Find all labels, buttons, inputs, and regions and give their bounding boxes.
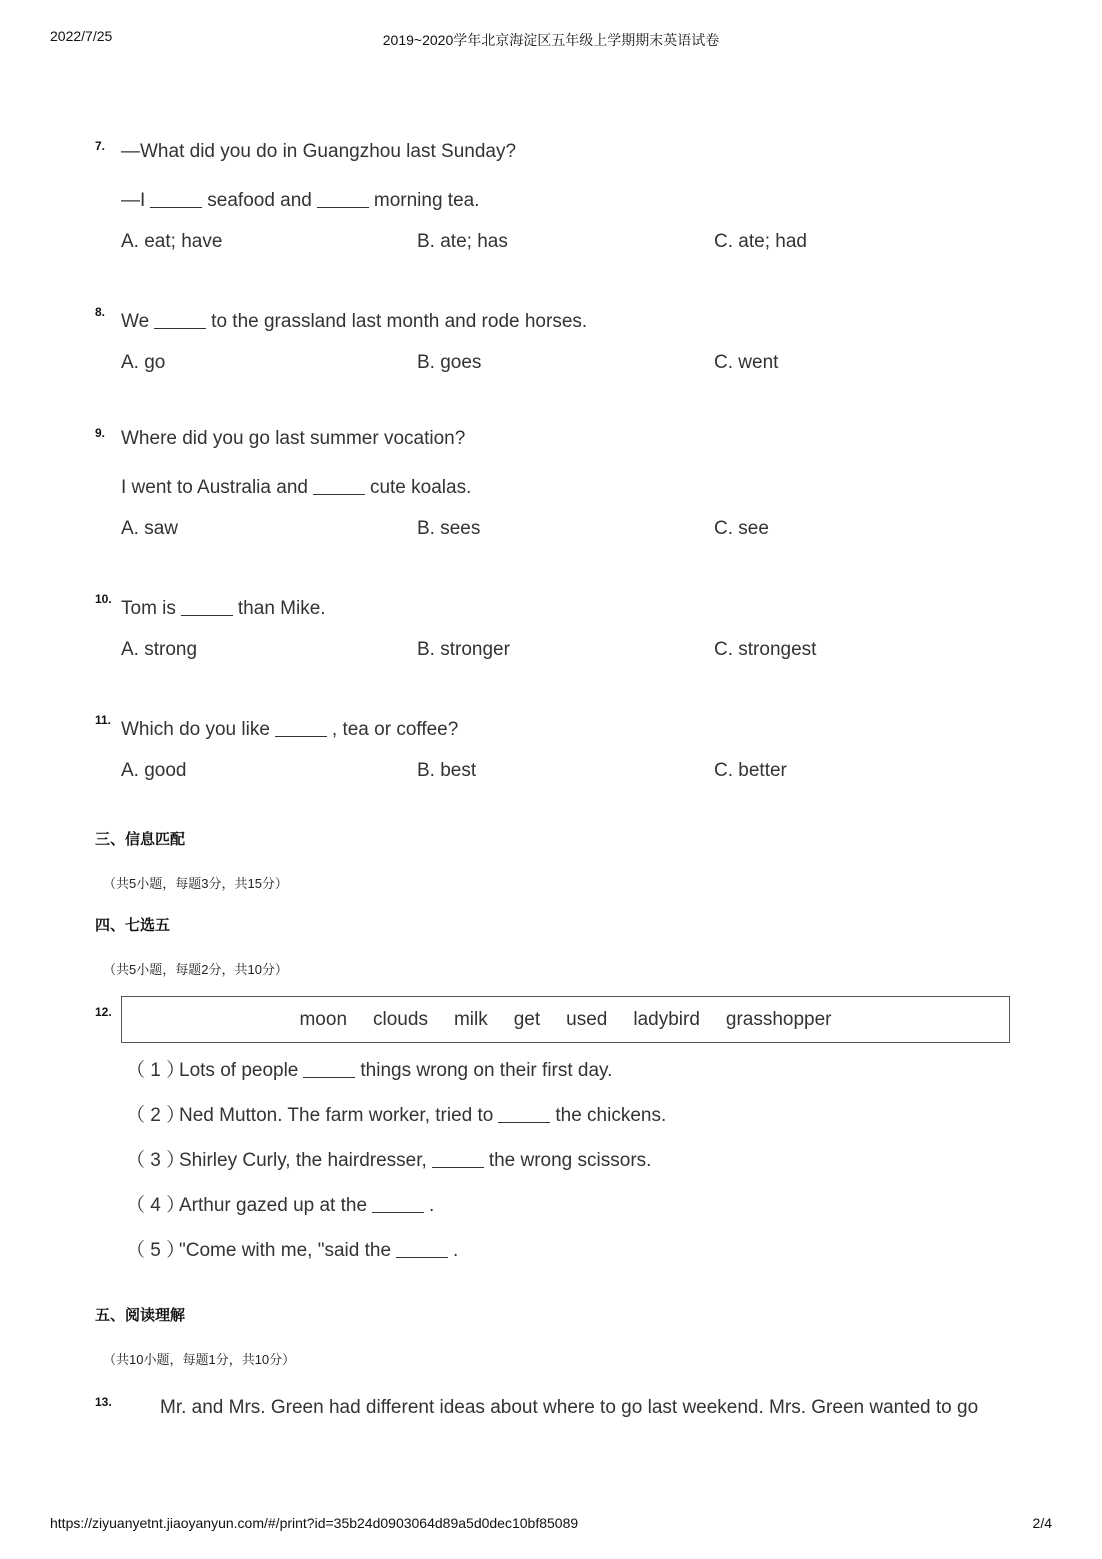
option-c[interactable]: C. better [714, 760, 787, 781]
section-note: （共10小题，每题1分，共10分） [103, 1352, 296, 1367]
question-number: 9. [95, 426, 106, 440]
footer-url: https://ziyuanyetnt.jiaoyanyun.com/#/print?id=35b24d0903064d89a5d0dec10bf85089 [50, 1515, 579, 1531]
option-b[interactable]: B. stronger [417, 639, 510, 660]
section-note: （共5小题，每题2分，共10分） [103, 962, 288, 977]
reading-passage: Mr. and Mrs. Green had different ideas about where to go last weekend. Mrs. Green wanted to go [160, 1397, 979, 1418]
option-b[interactable]: B. sees [417, 518, 481, 539]
option-c[interactable]: C. see [714, 518, 769, 539]
option-b[interactable]: B. ate; has [417, 231, 508, 252]
answer-blank[interactable] [154, 309, 206, 329]
option-a[interactable]: A. go [121, 352, 166, 373]
option-a[interactable]: A. strong [121, 639, 198, 660]
header-date: 2022/7/25 [50, 28, 113, 44]
option-a[interactable]: A. eat; have [121, 231, 223, 252]
answer-blank[interactable] [498, 1103, 550, 1123]
option-c[interactable]: C. went [714, 352, 779, 373]
option-b[interactable]: B. goes [417, 352, 482, 373]
question-text: Which do you like , tea or coffee? [121, 719, 459, 740]
word-bank-item: milk [453, 1008, 488, 1030]
section-title: 四、七选五 [95, 917, 171, 934]
answer-blank[interactable] [317, 188, 369, 208]
option-a[interactable]: A. saw [121, 518, 179, 539]
question-number: 8. [95, 305, 106, 319]
fill-sentence-3: （ 3 ）Shirley Curly, the hairdresser, the wrong scissors. [126, 1150, 652, 1171]
word-bank [121, 996, 1010, 1043]
section-note: （共5小题，每题3分，共15分） [103, 876, 288, 891]
option-c[interactable]: C. strongest [714, 639, 817, 660]
question-number: 7. [95, 139, 106, 153]
word-bank-item: get [513, 1008, 541, 1030]
question-text: Tom is than Mike. [121, 598, 326, 619]
question-text: Where did you go last summer vocation? [121, 428, 466, 449]
section-title: 五、阅读理解 [95, 1307, 186, 1324]
question-number: 13. [95, 1395, 112, 1409]
option-b[interactable]: B. best [417, 760, 477, 781]
answer-blank[interactable] [303, 1058, 355, 1078]
header-title: 2019~2020学年北京海淀区五年级上学期期末英语试卷 [382, 32, 720, 48]
word-bank-item: ladybird [633, 1008, 700, 1030]
fill-sentence-1: （ 1 ）Lots of people things wrong on their first day. [126, 1060, 613, 1081]
answer-blank[interactable] [275, 717, 327, 737]
fill-sentence-5: （ 5 ）"Come with me, "said the . [126, 1240, 459, 1261]
answer-blank[interactable] [432, 1148, 484, 1168]
answer-blank[interactable] [150, 188, 202, 208]
question-number: 11. [95, 713, 112, 727]
question-text: —What did you do in Guangzhou last Sunday? [121, 141, 517, 162]
option-a[interactable]: A. good [121, 760, 187, 781]
question-number: 10. [95, 592, 112, 606]
word-bank-item: clouds [373, 1008, 428, 1030]
fill-sentence-2: （ 2 ）Ned Mutton. The farm worker, tried to the chickens. [126, 1105, 667, 1126]
word-bank-item: grasshopper [725, 1008, 832, 1030]
section-title: 三、信息匹配 [95, 831, 186, 848]
answer-blank[interactable] [396, 1238, 448, 1258]
word-bank-item: used [566, 1008, 608, 1030]
fill-sentence-4: （ 4 ）Arthur gazed up at the . [126, 1195, 435, 1216]
option-c[interactable]: C. ate; had [714, 231, 807, 252]
question-number: 12. [95, 1005, 112, 1019]
question-text: I went to Australia and cute koalas. [121, 477, 472, 498]
question-text: We to the grassland last month and rode horses. [121, 311, 588, 332]
footer-page-number: 2/4 [1032, 1515, 1052, 1531]
answer-blank[interactable] [313, 475, 365, 495]
question-text: —I seafood and morning tea. [121, 190, 480, 211]
word-bank-item: moon [299, 1008, 348, 1030]
answer-blank[interactable] [181, 596, 233, 616]
answer-blank[interactable] [372, 1193, 424, 1213]
